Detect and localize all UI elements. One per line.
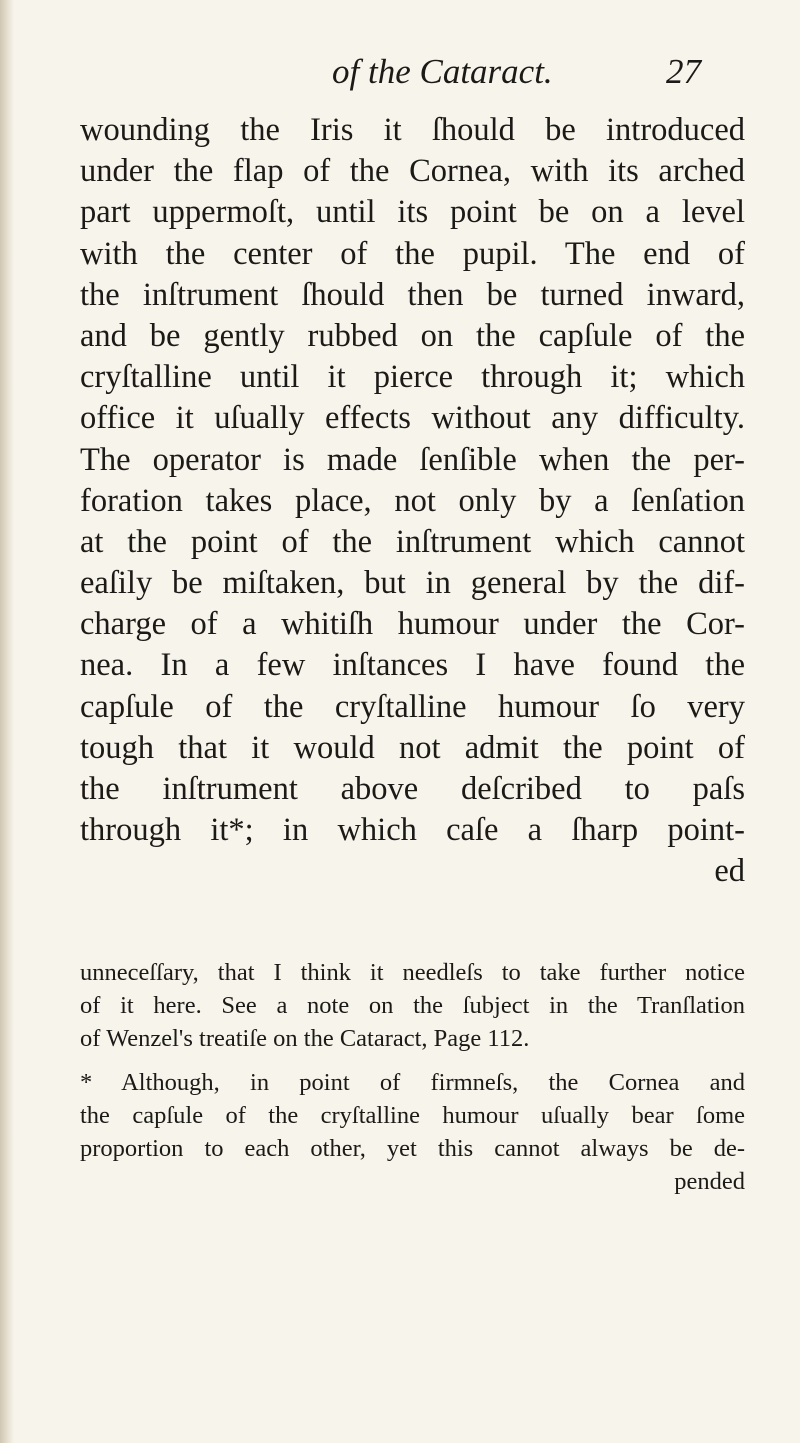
body-line: under the flap of the Cornea, with its arched [80,153,745,190]
footnote-line: the capſule of the cryſtalline humour uſually bear ſome [80,1101,745,1129]
body-line: through it*; in which caſe a ſharp point- [80,812,745,849]
body-line: capſule of the cryſtalline humour ſo very [80,688,745,725]
footnote-catchword: pended [674,1168,745,1196]
body-line: with the center of the pupil. The end of [80,235,745,272]
footnotes [80,956,745,1198]
catchword: ed [714,853,745,890]
body-line: tough that it would not admit the point of [80,729,745,766]
body-line: cryſtalline until it pierce through it; which [80,359,745,396]
footnote-line: of it here. See a note on the ſubject in the Tranſlation [80,992,745,1020]
running-title: of the Cataract. [332,52,553,91]
footnote-line: proportion to each other, yet this cannot always be de- [80,1134,745,1162]
running-head [0,52,800,102]
body-line: and be gently rubbed on the capſule of the [80,317,745,354]
binding-shadow [0,0,14,1443]
footnote-gap [80,1056,745,1066]
body-line: charge of a whitiſh humour under the Cor- [80,606,745,643]
footnote-line: of Wenzel's treatiſe on the Cataract, Page 112. [80,1025,530,1053]
body-line: foration takes place, not only by a ſenſation [80,482,745,519]
body-line: part uppermoſt, until its point be on a level [80,194,745,231]
body-line: office it uſually effects without any difficulty. [80,400,745,437]
page-number: 27 [666,52,701,91]
body-line: eaſily be miſtaken, but in general by the dif- [80,565,745,602]
body-line: wounding the Iris it ſhould be introduced [80,112,745,148]
body-text [80,110,745,893]
body-line: the inſtrument above deſcribed to paſs [80,771,745,807]
body-line: the inſtrument ſhould then be turned inward, [80,276,745,313]
footnote-line: * Although, in point of firmneſs, the Cornea and [80,1068,745,1096]
body-line: at the point of the inſtrument which cannot [80,523,745,560]
footnote-line: unneceſſary, that I think it needleſs to take further notice [80,959,745,986]
body-line: nea. In a few inſtances I have found the [80,647,745,684]
body-line: The operator is made ſenſible when the per- [80,441,745,478]
